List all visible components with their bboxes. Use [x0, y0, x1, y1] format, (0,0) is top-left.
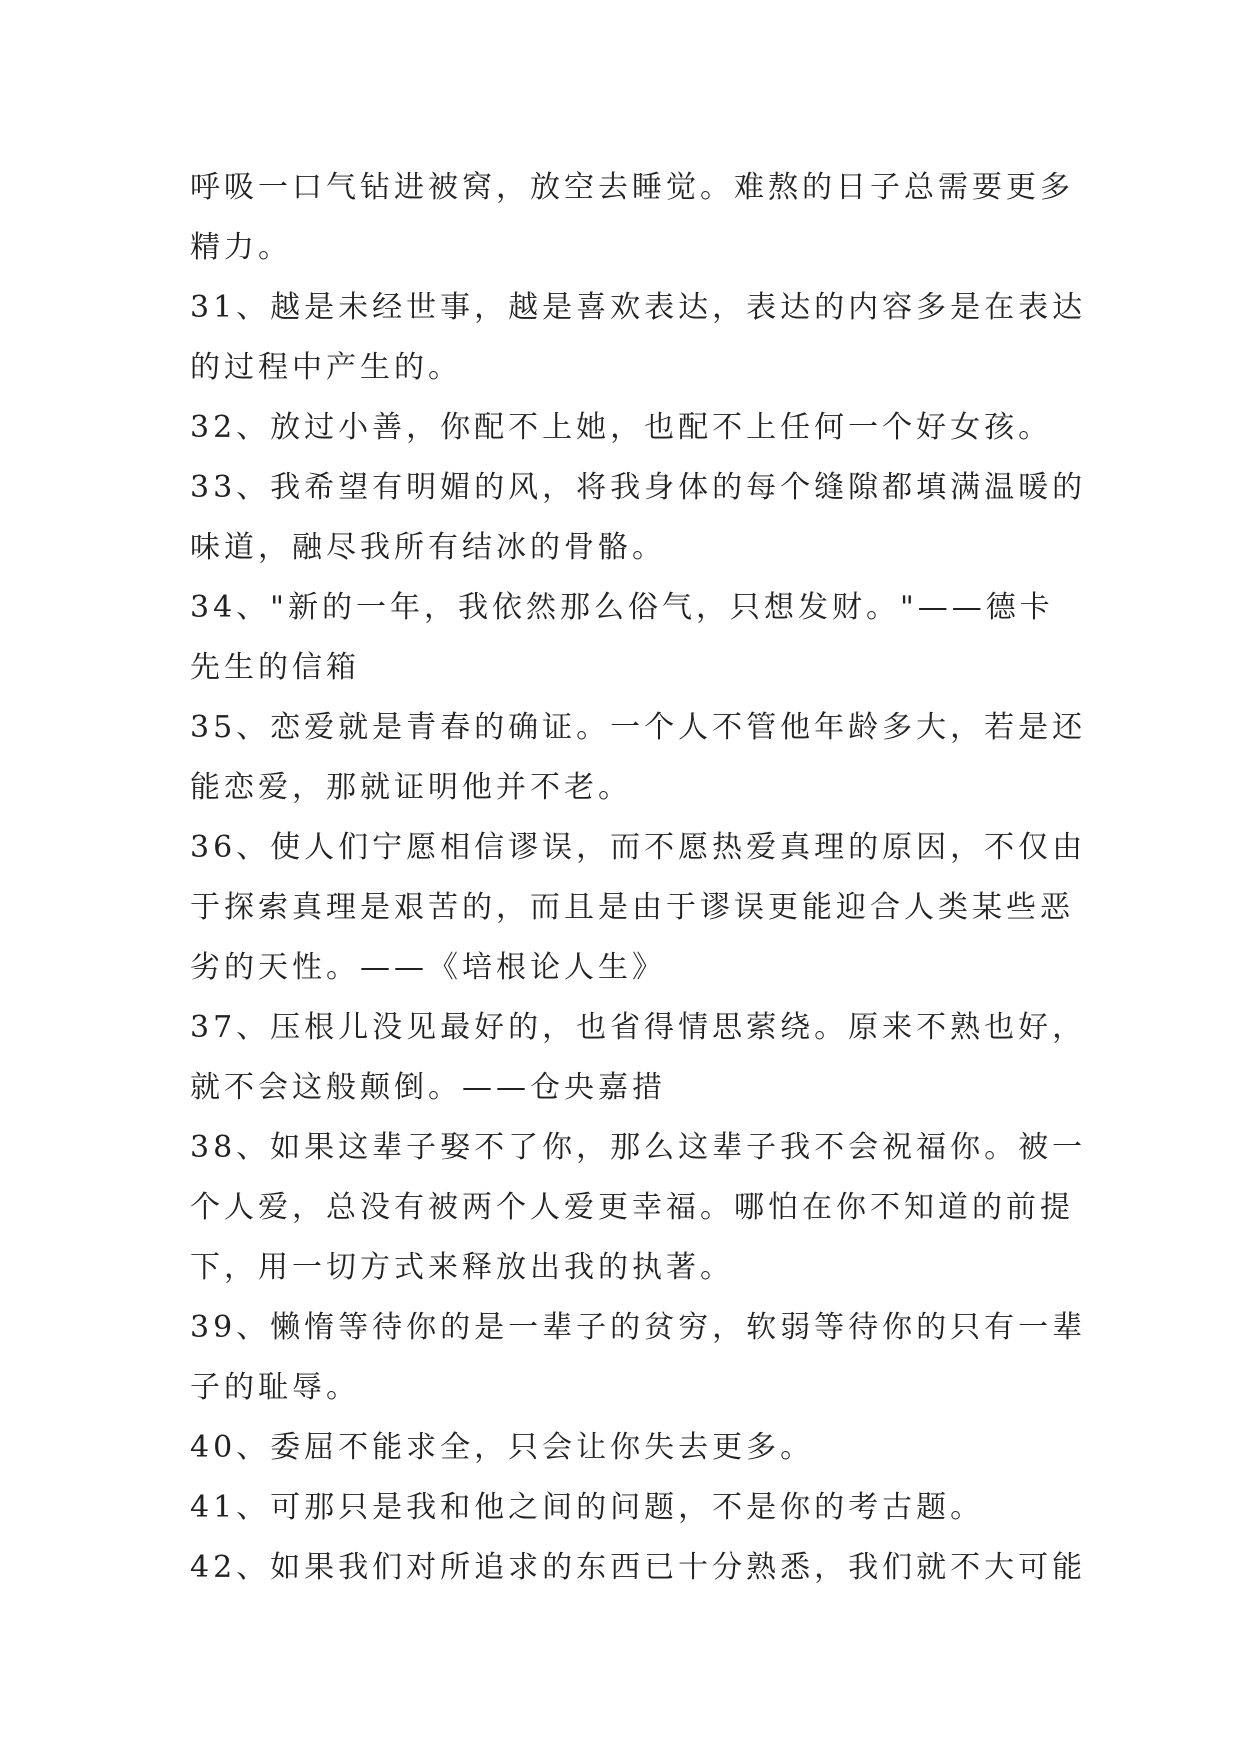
text-line: 41、可那只是我和他之间的问题，不是你的考古题。: [190, 1490, 985, 1525]
text-line: 34、"新的一年，我依然那么俗气，只想发财。"——德卡: [190, 590, 1054, 625]
text-line: 先生的信箱: [190, 650, 360, 685]
text-line: 于探索真理是艰苦的，而且是由于谬误更能迎合人类某些恶: [190, 890, 1074, 925]
text-line: 个人爱，总没有被两个人爱更幸福。哪怕在你不知道的前提: [190, 1190, 1074, 1225]
text-line: 的过程中产生的。: [190, 350, 462, 385]
text-line: 37、压根儿没见最好的，也省得情思萦绕。原来不熟也好，: [190, 1010, 1087, 1045]
document-body: [190, 158, 1087, 1598]
text-line: 39、懒惰等待你的是一辈子的贫穷，软弱等待你的只有一辈: [190, 1310, 1087, 1345]
text-line: 33、我希望有明媚的风，将我身体的每个缝隙都填满温暖的: [190, 470, 1087, 505]
text-line: 就不会这般颠倒。——仓央嘉措: [190, 1070, 666, 1105]
text-line: 32、放过小善，你配不上她，也配不上任何一个好女孩。: [190, 410, 1053, 445]
text-line: 劣的天性。——《培根论人生》: [190, 950, 666, 985]
text-line: 子的耻辱。: [190, 1370, 360, 1405]
text-line: 能恋爱，那就证明他并不老。: [190, 770, 632, 805]
text-line: 35、恋爱就是青春的确证。一个人不管他年龄多大，若是还: [190, 710, 1087, 745]
text-line: 40、委屈不能求全，只会让你失去更多。: [190, 1430, 815, 1465]
text-line: 精力。: [190, 230, 292, 265]
text-line: 36、使人们宁愿相信谬误，而不愿热爱真理的原因，不仅由: [190, 830, 1087, 865]
text-line: 味道，融尽我所有结冰的骨骼。: [190, 530, 666, 565]
text-line: 42、如果我们对所追求的东西已十分熟悉，我们就不大可能: [190, 1550, 1087, 1585]
text-line: 呼吸一口气钻进被窝，放空去睡觉。难熬的日子总需要更多: [190, 170, 1074, 205]
text-line: 38、如果这辈子娶不了你，那么这辈子我不会祝福你。被一: [190, 1130, 1087, 1165]
text-line: 31、越是未经世事，越是喜欢表达，表达的内容多是在表达: [190, 290, 1087, 325]
text-line: 下，用一切方式来释放出我的执著。: [190, 1250, 734, 1285]
